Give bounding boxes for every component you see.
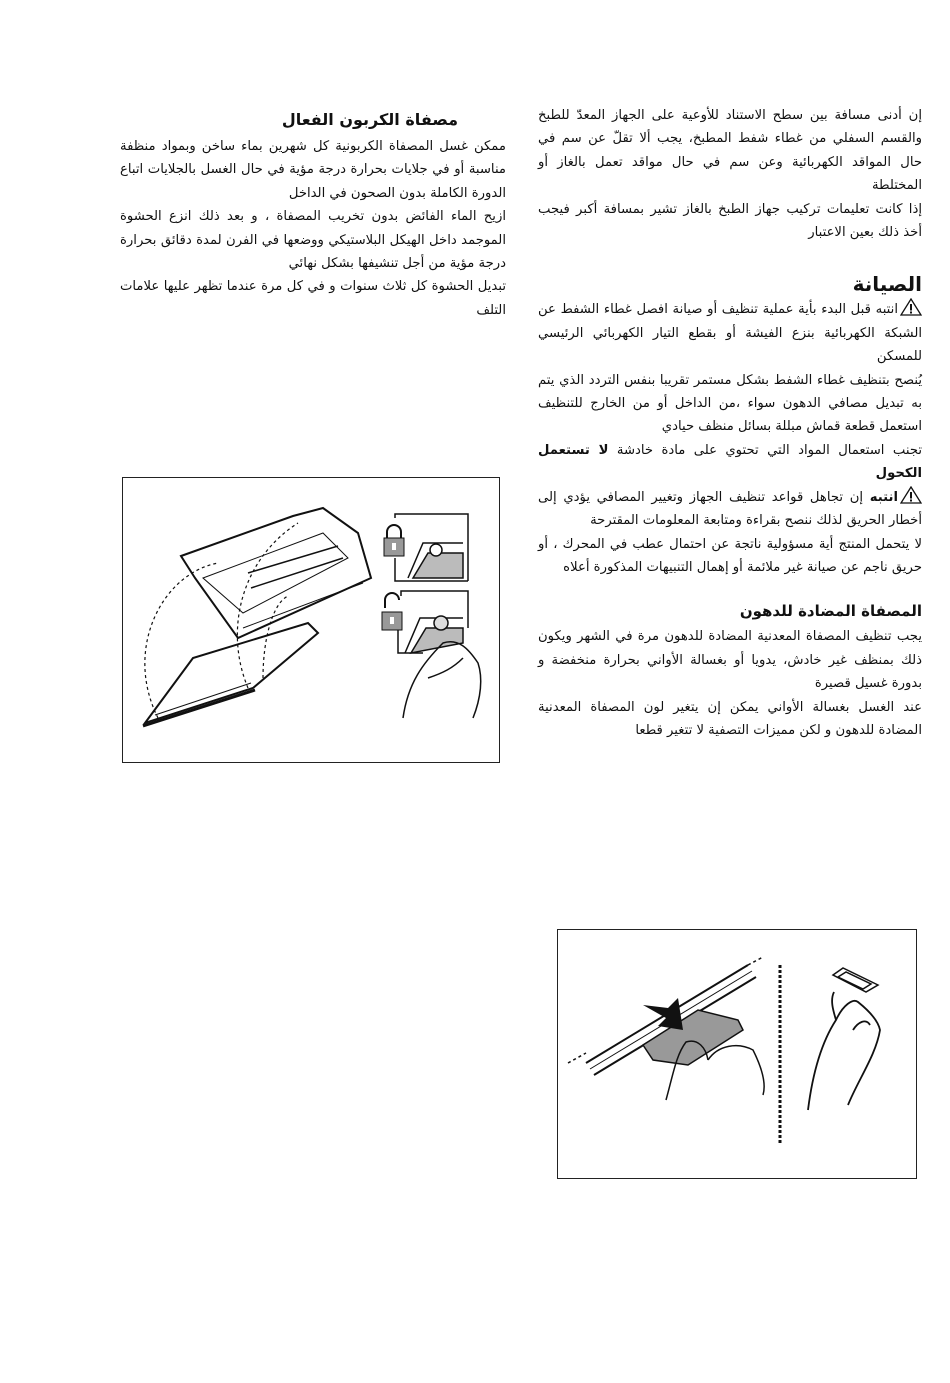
lock-closed-inset xyxy=(395,514,468,581)
carbon-filter-paragraph-3: تبديل الحشوة كل ثلاث سنوات و في كل مرة عندما تظهر عليها علامات التلف xyxy=(120,279,506,318)
left-column xyxy=(120,108,506,322)
grease-filter-illustration xyxy=(558,930,916,1178)
grease-filter-figure xyxy=(557,929,917,1179)
maintenance-paragraph-3 xyxy=(538,439,922,486)
maintenance-warning-1 xyxy=(538,298,922,368)
grease-filter-title: المصفاة المضادة للدهون xyxy=(739,602,922,621)
warning-1-text: قبل البدء بأية عملية تنظيف أو صيانة افصل غطاء الشفط عن الشبكة الكهربائية بنزع الفيشة أو بقطع التيار الكهربائي الرئيسي للمسكن xyxy=(538,302,922,365)
warning-2-label: انتبه xyxy=(869,489,898,505)
maintenance-warning-2 xyxy=(538,486,922,533)
intro-paragraph-2: إذا كانت تعليمات تركيب جهاز الطبخ بالغاز تشير بمسافة أكبر فيجب أخذ ذلك بعين الاعتبار xyxy=(538,201,922,241)
carbon-filter-figure xyxy=(122,477,500,763)
hood-frame xyxy=(181,508,371,638)
hand-illustration-left xyxy=(666,1041,764,1100)
warning-1-label: انتبه xyxy=(875,302,898,318)
no-alcohol-note: لا تستعمل الكحول xyxy=(538,442,922,482)
warning-triangle-icon xyxy=(900,298,922,316)
intro-paragraph-1: إن أدنى مسافة بين سطح الاستناد للأوعية على الجهاز المعدّ للطبخ والقسم السفلي من غطاء شفط المطبخ، يجب ألا تقلّ عن سم في حال المواقد الكهربائية وعن سم في حال مواقد تعمل بالغاز أو المختلطة xyxy=(538,108,922,194)
lock-open-icon xyxy=(382,593,402,630)
filter-tray xyxy=(143,623,318,726)
right-column xyxy=(538,104,922,742)
grease-filter-paragraph-1: يجب تنظيف المصفاة المعدنية المضادة للدهون مرة في الشهر ويكون ذلك بمنظف غير خادش، يدويا أو بغسالة الأواني بحرارة منخفضة و بدورة غسيل قصيرة xyxy=(538,629,922,692)
carbon-filter-illustration xyxy=(123,478,499,762)
lock-closed-icon xyxy=(384,525,404,556)
carbon-filter-paragraph-2: ازيح الماء الفائض بدون تخريب المصفاة ، و بعد ذلك انزع الحشوة الموجمد داخل الهيكل البلاستيكي ووضعها في الفرن لمدة دقائق بحرارة درجة مؤية من أجل تنشيفها بشكل نهائي xyxy=(120,209,506,272)
warning-triangle-icon xyxy=(900,486,922,504)
filter-panel xyxy=(643,1010,743,1065)
carbon-filter-paragraph-1: ممكن غسل المصفاة الكربونية كل شهرين بماء ساخن وبمواد منظفة مناسبة أو في جلايات بحرارة درجة مؤية في حال الغسل بالجلايات اتباع الدورة الكاملة بدون الصحون في الداخل xyxy=(120,139,506,201)
maintenance-title: الصيانة xyxy=(852,272,922,297)
filter-card xyxy=(833,968,878,992)
maintenance-paragraph-4: لا يتحمل المنتج أية مسؤولية ناتجة عن احتمال عطب في المحرك ، أو حريق ناجم عن صيانة غير ملائمة أو إهمال التنبيهات المذكورة أعلاه xyxy=(538,536,922,575)
carbon-filter-title: مصفاة الكربون الفعال xyxy=(281,110,458,129)
paragraph-3-text: تجنب استعمال المواد التي تحتوي على مادة خادشة xyxy=(616,442,922,458)
hand-illustration-right xyxy=(808,992,880,1110)
grease-filter-paragraph-2: عند الغسل بغسالة الأواني يمكن إن يتغير لون المصفاة المعدنية المضادة للدهون و لكن مميزات التصفية لا تتغير قطعا xyxy=(538,699,922,738)
maintenance-paragraph-2: يُنصح بتنظيف غطاء الشفط بشكل مستمر تقريبا بنفس التردد الذي يتم به تبديل مصافي الدهون سواء ،من الداخل أو من الخارج للتنظيف استعمل قطعة قماش مبللة بسائل منظف حيادي xyxy=(538,372,922,435)
warning-2-text: إن تجاهل قواعد تنظيف الجهاز وتغيير المصافي يؤدي إلى أخطار الحريق لذلك ننصح بقراءة ومتابعة المعلومات المقترحة xyxy=(538,489,922,529)
